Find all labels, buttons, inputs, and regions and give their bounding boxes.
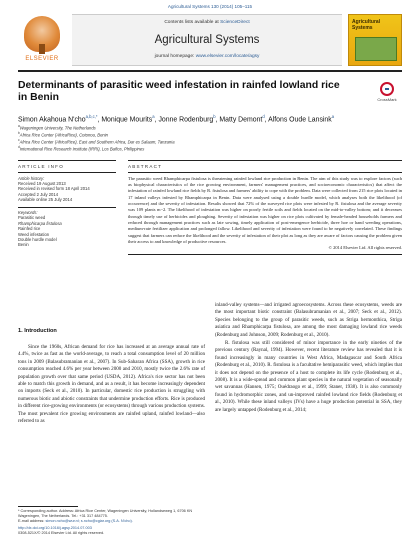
corresponding-author-note: * Corresponding author. Address: Africa Rice Center, Wageningen University, Hollandseweg 1, 6706 KN Wageningen, The Netherlands. Tel.: +31 317 484775.: [18, 508, 193, 518]
article-info-heading: ARTICLE INFO: [18, 164, 64, 169]
journal-header: [18, 14, 402, 68]
elsevier-trunk-icon: [39, 44, 45, 54]
affiliation-list: [18, 124, 402, 152]
author-affiliation-marker: a: [331, 114, 335, 119]
keyword: Parasitic weed: [18, 215, 46, 221]
article-info-subdivider: [18, 172, 116, 173]
abstract-body: [128, 176, 402, 252]
sciencedirect-link[interactable]: ScienceDirect: [220, 20, 250, 25]
contents-line: [72, 20, 342, 25]
email-prefix: E-mail address:: [18, 518, 45, 523]
body-paragraph: R. fistulosa was still considered of minor importance in the early nineties of the previous century (Raynal, 1994). However, recent literature review has revealed that it is found increasingly in many countries in West Africa, Madagascar and South Africa (Rodenburg et al., 2010). R. fistulosa is a facultative hemiparasitic weed, which implies that it does not depend on the presence of a host to complete its life cycle (Rodenburg et al., 2008). It is a wide-spread and common plant species in the natural vegetation of seasonally wet savannas (Hansen, 1975; Ouédraogo et al., 1999; Staner, 1938). It is also commonly found in hydromorphic zones, and un-improved rainfed lowland rice fields (Rodenburg et al., 2010). While these inland valleys (IVs) have a huge production potential in SSA, they are largely untapped (Rodenburg et al., 2014;: [215, 340, 402, 413]
keywords-list: [18, 210, 116, 248]
journal-banner: [72, 14, 342, 66]
author-name[interactable]: Jonne Rodenburg: [158, 116, 214, 124]
footnote-divider: [18, 506, 78, 507]
abstract-copyright: © 2014 Elsevier Ltd. All rights reserved.: [328, 245, 402, 251]
keyword: Rainfed rice: [18, 226, 41, 232]
journal-title: Agricultural Systems: [154, 34, 260, 46]
accepted-date: Accepted 2 July 2014: [18, 191, 59, 197]
received-date: Received 19 August 2013: [18, 180, 66, 186]
body-paragraph: inland-valley systems—and irrigated agroecosystems. Across these ecosystems, weeds are the most important biotic constraint (Balasubramanian et al., 2007; Seck et al., 2012). Species belonging to the group of parasitic weeds, such as Striga hermonthica, Striga asiatica and Rhamphicarpa fistulosa, are among the most damaging lowland rice weeds (Rodenburg and Johnson, 2009; Rodenburg et al., 2010).: [215, 302, 402, 338]
cover-image: [355, 37, 397, 61]
abstract-subdivider: [128, 172, 402, 173]
author-name[interactable]: Simon Akahoua N'cho: [18, 116, 86, 124]
author-affiliation-marker: a: [152, 114, 155, 119]
crossmark-label: CrossMark: [377, 97, 397, 102]
keyword: Double hurdle model: [18, 237, 57, 243]
abstract-heading: ABSTRACT: [128, 164, 163, 169]
author-name[interactable]: Monique Mourits: [101, 116, 153, 124]
article-info-section: [18, 160, 116, 248]
abstract-end-divider: [128, 254, 402, 255]
keyword: Benin: [18, 242, 29, 248]
affiliation-item: $^a$Wageningen University, The Netherlands: [18, 124, 96, 131]
author-affiliation-marker: d: [262, 114, 265, 119]
online-date: Available online 25 July 2014: [18, 197, 73, 203]
journal-cover-thumbnail[interactable]: [348, 14, 402, 66]
email-line: [18, 519, 208, 524]
footnote-section: [18, 506, 208, 536]
article-info-divider: [18, 160, 116, 161]
body-column-right: [215, 302, 402, 415]
author-affiliation-marker: a,b,c,*: [85, 114, 98, 119]
publisher-name: ELSEVIER: [25, 56, 59, 62]
email-link[interactable]: simon.ncho@wur.nl; s.ncho@cgiar.org (S.A. N'cho).: [45, 518, 133, 523]
abstract-divider: [128, 160, 402, 161]
abstract-section: [128, 160, 402, 254]
homepage-prefix: journal homepage:: [154, 54, 195, 59]
keywords-divider: [18, 207, 116, 208]
abstract-text: The parasitic weed Rhamphicarpa fistulosa is threatening rainfed lowland rice production in Benin. The aim of this study was to explore factors (such as biophysical characteristics of the rice growing environment, farmers' management practices, and socioeconomic characteristics) that affect the infestation of rainfed lowland rice fields by R. fistulosa and farmers' ability to cope with the problem. Data were collected from 215 rice plots located in 17 inland valleys infested by Rhamphicarpa in Benin. Data were analysed using a double hurdle model, which analyses both the likelihood (of occurrence) and the severity of infestation. Results showed that 72% of the surveyed rice plots were infested by R. fistulosa and the average severity was 109 plants m−2. The likelihood of infestation was higher on poorly fertile soils and fields located on the mid-to-valley bottom; and it decreases through timely use of herbicides and ploughing. Severity of infestation was higher on rice plots cultivated by female-headed households farmers and reduced through management practices such as late sowing, timely application of post-emergence herbicide, three hoe or hand weeding operations, medium-rate fertilizer application and prolonged fallow. Likelihood and severity of infestation were found to be negatively correlated. These findings suggest that farmers can reduce the likelihood and the severity of infestation of their plot as long as they are aware of factors causing the problem given their access to and knowledge of productive resources.: [128, 175, 402, 244]
author-name[interactable]: Alfons Oude Lansink: [268, 116, 332, 124]
homepage-line: [72, 54, 342, 59]
introduction-heading: 1. Introduction: [18, 328, 57, 334]
article-history: [18, 176, 116, 203]
crossmark-badge[interactable]: [372, 82, 402, 104]
crossmark-icon: [380, 82, 394, 96]
affiliation-item: $^d$International Rice Research Institute (IRRI), Los Baños, Philippines: [18, 144, 145, 152]
issn-line: 0308-521X/© 2014 Elsevier Ltd. All rights reserved.: [18, 530, 105, 535]
contents-prefix: Contents lists available at: [164, 20, 219, 25]
homepage-link[interactable]: www.elsevier.com/locate/agsy: [195, 54, 260, 59]
body-paragraph: Since the 1960s, African demand for rice has increased at an average annual rate of 4.4%, twice as fast as the world-average, to reach a total consumption level of 20 million tons in 2009 (Balasubramanian et al., 2007). In Sub-Saharan Africa (SSA), growth in rice consumption reached 4.6% per year between 2000 and 2010, mostly twice the 2.6% rate of population growth over that same period (USDA, 2012). Africa's rice sector has not been able to match this growth in demand, and as a result, it has become increasingly dependent on imports (Seck et al., 2010). In particular, domestic rice production is struggling with numerous biotic and abiotic constraints that undermine production efforts. Rice is produced in different rice-growing environments (or ecosystems) through various production systems. The most prevalent rice growing environments are rainfed upland, rainfed lowland—also referred to as: [18, 344, 205, 425]
keyword: Weed infestation: [18, 231, 50, 237]
affiliation-item: $^b$Africa Rice Center (AfricaRice), Cotonou, Benin: [18, 130, 108, 138]
author-list: Simon Akahoua N'cho$^{a,b,c,*}$, Monique Mourits$^a$, Jonne Rodenburg$^b$, Matty Demont$^d$, Alfons Oude Lansink$^a$: [18, 114, 335, 124]
doi-link[interactable]: http://dx.doi.org/10.1016/j.agsy.2014.07.003: [18, 525, 92, 530]
revised-date: Received in revised form 18 April 2014: [18, 186, 90, 192]
history-label: Article history:: [18, 175, 45, 181]
header-divider: [18, 70, 402, 72]
journal-reference[interactable]: Agricultural Systems 130 (2014) 105–115: [167, 4, 253, 9]
author-name[interactable]: Matty Demont: [219, 116, 263, 124]
body-column-left: [18, 344, 205, 426]
keywords-label: Keywords:: [18, 210, 38, 216]
cover-title: Agricultural Systems: [352, 19, 381, 31]
article-title: Determinants of parasitic weed infestation in rainfed lowland rice in Benin: [18, 80, 340, 103]
keyword: Rhamphicarpa fistulosa: [18, 220, 62, 226]
elsevier-logo: [18, 14, 66, 64]
affiliation-item: $^c$Africa Rice Center (AfricaRice), East and Southern Africa, Dar es Salaam, Tanzania: [18, 137, 175, 145]
author-affiliation-marker: b: [213, 114, 216, 119]
